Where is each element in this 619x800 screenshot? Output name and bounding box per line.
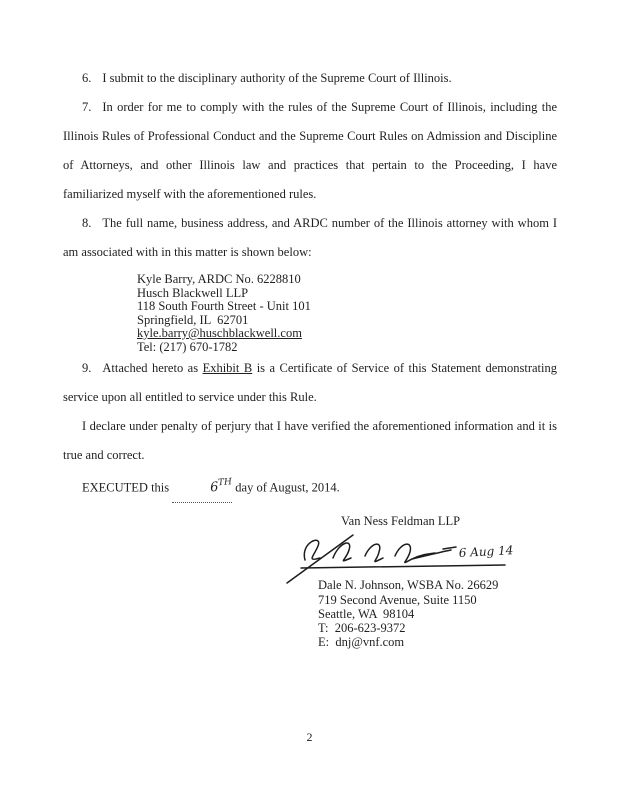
exhibit-b-reference: Exhibit B — [202, 361, 253, 375]
paragraph-7 — [63, 93, 557, 209]
signature-tail-stroke — [287, 535, 353, 583]
execution-line — [63, 470, 557, 503]
paragraph-9 — [63, 354, 557, 412]
execution-suffix: day of August, 2014. — [235, 480, 340, 495]
paragraph-9-post-text: is a Certificate of Service of this Statement demonstrating service upon all entitled to service under this Rule. — [63, 361, 557, 404]
signatory-firm-name: Van Ness Feldman LLP — [341, 514, 461, 529]
paragraph-8-number: 8. — [82, 216, 92, 230]
handwritten-signature-date: 6 Aug 14 — [458, 543, 514, 561]
execution-prefix: EXECUTED this — [82, 480, 170, 495]
signature-dash-stroke — [443, 547, 456, 549]
signatory-info-block — [318, 578, 557, 649]
declaration-paragraph: I declare under penalty of perjury that I have verified the aforementioned information and it is true and correct. — [63, 419, 557, 462]
signatory-city-line: Seattle, WA 98104 — [318, 606, 415, 621]
attorney-city-line: Springfield, IL 62701 — [137, 312, 249, 327]
paragraph-7-number: 7. — [82, 100, 92, 114]
signature-initial-d-stroke — [304, 541, 320, 561]
signatory-phone-line: T: 206-623-9372 — [318, 620, 406, 635]
signatory-email-line: E: dnj@vnf.com — [318, 635, 405, 650]
signature-letter-stroke-1 — [333, 543, 351, 561]
handwritten-day-slot — [172, 470, 232, 503]
signatory-name-line: Dale N. Johnson, WSBA No. 26629 — [318, 578, 499, 593]
attorney-street-line: 118 South Fourth Street - Unit 101 — [137, 299, 311, 313]
paragraph-8 — [63, 209, 557, 267]
page-number: 2 — [306, 730, 313, 744]
attorney-firm-line: Husch Blackwell LLP — [137, 285, 249, 300]
attorney-phone-line: Tel: (217) 670-1782 — [137, 339, 238, 354]
signature-area — [293, 533, 557, 577]
paragraph-6-number: 6. — [82, 71, 92, 85]
signature-sweep-stroke — [412, 550, 451, 559]
paragraph-6 — [63, 64, 557, 93]
signature-image — [293, 533, 543, 577]
signature-underline-stroke — [301, 565, 505, 568]
attorney-name-line: Kyle Barry, ARDC No. 6228810 — [137, 272, 301, 286]
signature-letter-stroke-2 — [365, 544, 383, 561]
handwritten-day-suffix: TH — [217, 477, 233, 489]
paragraph-8-text: The full name, business address, and ARDC number of the Illinois attorney with whom I am associated with in this matter is shown below: — [63, 216, 557, 259]
illinois-attorney-address-block — [137, 273, 557, 354]
handwritten-day: 6TH — [209, 477, 233, 496]
paragraph-9-pre-text: Attached hereto as — [102, 361, 199, 375]
signature-letter-stroke-3 — [395, 544, 435, 562]
paragraph-9-number: 9. — [82, 361, 92, 375]
paragraph-7-text: In order for me to comply with the rules of the Supreme Court of Illinois, including the Illinois Rules of Professional Conduct and the Supreme Court Rules on Admission and Discipline of Attorneys, and other Illinois law and practices that pertain to the Proceeding, I have familiarized myself with the aforementioned rules. — [63, 100, 557, 201]
signatory-street-line: 719 Second Avenue, Suite 1150 — [318, 592, 477, 607]
paragraph-6-text: I submit to the disciplinary authority of the Supreme Court of Illinois. — [102, 71, 452, 85]
attorney-email-line: kyle.barry@huschblackwell.com — [137, 326, 302, 340]
